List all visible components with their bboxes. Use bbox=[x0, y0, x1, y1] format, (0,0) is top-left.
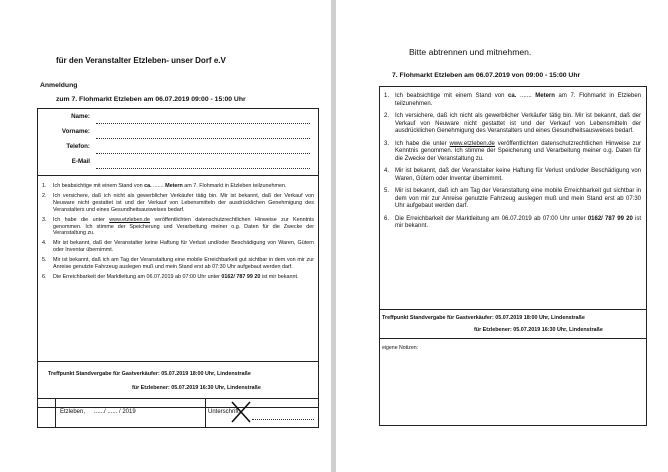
declaration-item-3: 3. Ich habe die unter www.etzleben.de veröffentlichten datenschutzrechtlichen Hinweise zur Kenntnis genommen. Ich stimme der Speicherung und Verarbeitung meiner o.g. Daten für die Zwecke der Veranstaltung zu. bbox=[42, 216, 314, 237]
first-name-field[interactable] bbox=[96, 137, 310, 139]
declaration-item-2: 2. Ich versichere, daß ich nicht als gewerblicher Verkäufer tätig bin. Mir ist bekannt, daß der Verkauf von Neuware nicht gestattet ist und der Verkauf von Lebensmitteln der ausdrücklichen Genehmigung des Veranstalters und eines Gesundheitsausweises bedarf. bbox=[384, 112, 641, 135]
tear-off-page bbox=[336, 0, 668, 472]
declaration-item-6: 6. Die Erreichbarkeit der Marktleitung am 06.07.2019 ab 07:00 Uhr unter 0162/ 787 99 20 ist mir bekannt. bbox=[42, 273, 299, 280]
phone-label: Telefon: bbox=[66, 143, 90, 150]
name-label: Name: bbox=[71, 113, 90, 120]
website-link[interactable]: www.etzleben.de bbox=[449, 140, 495, 147]
date-field[interactable]: ....../ ...... / 2019 bbox=[94, 409, 136, 415]
declaration-item-3: 3. Ich habe die unter www.etzleben.de veröffentlichten datenschutzrechtlichen Hinweise zur Kenntnis genommen. Ich stimme der Speicherung und Verarbeitung meiner o.g. Daten für die Zwecke der Veranstaltung zu. bbox=[384, 140, 641, 162]
notes-label: eigene Notizen: bbox=[382, 345, 419, 351]
tear-off-title: Bitte abtrennen und mitnehmen. bbox=[409, 47, 532, 57]
notes-divider bbox=[380, 338, 646, 339]
declaration-item-4: 4. Mir ist bekannt, daß der Veranstalter keine Haftung für Verlust und/oder Beschädigung von Waren, Gütern oder Inventar übernimmt. bbox=[384, 168, 641, 182]
tear-off-box bbox=[379, 86, 647, 426]
signature-line[interactable] bbox=[252, 419, 314, 420]
form-divider bbox=[38, 175, 318, 176]
treffpunkt-divider-right bbox=[380, 309, 646, 310]
declaration-item-1: 1. Ich beabsichtige mit einem Stand von ca. ....... Metern am 7. Flohmarkt in Etzleben teilzunehmen. bbox=[384, 93, 641, 107]
signature-label: Unterschrift: bbox=[208, 409, 241, 415]
phone-row bbox=[38, 143, 318, 156]
email-label: E-Mail bbox=[71, 158, 90, 165]
footer-signature-cell bbox=[205, 398, 319, 428]
declaration-list-right bbox=[384, 93, 641, 236]
first-name-label: Vorname: bbox=[61, 128, 90, 135]
declaration-item-6: 6. Die Erreichbarkeit der Marktleitung am 06.07.2019 ab 07:00 Uhr unter 0162/ 787 99 20 ist mir bekannt. bbox=[384, 215, 642, 230]
organizer-header: für den Veranstalter Etzleben- unser Dorf e.V bbox=[56, 56, 226, 65]
declaration-item-1: 1. Ich beabsichtige mit einem Stand von ca. ....... Metern am 7. Flohmarkt in Etzleben teilzunehmen. bbox=[42, 183, 287, 189]
footer-date-cell bbox=[55, 398, 206, 428]
footer-cell-blank bbox=[37, 398, 56, 428]
treffpunkt-line-2-right: für Etzlebener: 05.07.2019 16:30 Uhr, Lindenstraße bbox=[474, 327, 603, 333]
name-field[interactable] bbox=[96, 122, 310, 124]
declaration-item-5: 5. Mir ist bekannt, daß ich am Tag der Veranstaltung eine mobile Erreichbarkeit gut sichtbar in dem von mir zur Anreise genutzte Fahrzeug auslegen muß und mein Stand erst ab 07:30 Uhr aufgebaut werden darf. bbox=[384, 188, 641, 210]
website-link[interactable]: www.etzleben.de bbox=[109, 216, 151, 223]
declaration-item-5: 5. Mir ist bekannt, daß ich am Tag der Veranstaltung eine mobile Erreichbarkeit gut sichtbar in dem von mir zur Anreise genutzte Fahrzeug auslegen muß und mein Stand erst ab 07:30 Uhr aufgebaut werden darf. bbox=[42, 257, 314, 271]
registration-heading: Anmeldung bbox=[40, 82, 78, 89]
signature-cross-icon[interactable] bbox=[231, 401, 251, 423]
registration-form-box bbox=[37, 108, 319, 408]
email-row bbox=[38, 158, 318, 171]
first-name-row bbox=[38, 128, 318, 141]
treffpunkt-line-1-right: Treffpunkt Standvergabe für Gastverkäufer: 05.07.2019 18:00 Uhr, Lindenstraße bbox=[382, 315, 585, 321]
treffpunkt-line-1: Treffpunkt Standvergabe für Gastverkäufer: 05.07.2019 18:00 Uhr, Lindenstraße bbox=[48, 371, 251, 377]
name-row bbox=[38, 113, 318, 126]
notes-area[interactable] bbox=[382, 355, 644, 421]
declaration-list bbox=[42, 183, 314, 284]
phone-field[interactable] bbox=[96, 152, 310, 154]
email-field[interactable] bbox=[96, 167, 310, 169]
registration-page bbox=[0, 0, 331, 472]
place-label: Etzleben, bbox=[60, 409, 86, 415]
declaration-item-2: 2. Ich versichere, daß ich nicht als gewerblicher Verkäufer tätig bin. Mir ist bekannt, daß der Verkauf von Neuware nicht gestattet ist und der Verkauf von Lebensmitteln der ausdrücklichen Genehmigung des Veranstalters und eines Gesundheitsausweises bedarf. bbox=[42, 192, 314, 213]
event-subtitle: zum 7. Flohmarkt Etzleben am 06.07.2019 09:00 - 15:00 Uhr bbox=[56, 96, 246, 103]
declaration-item-4: 4. Mir ist bekannt, daß der Veranstalter keine Haftung für Verlust und/oder Beschädigung von Waren, Gütern oder Inventar übernimmt. bbox=[42, 240, 314, 254]
treffpunkt-line-2: für Etzlebener: 05.07.2019 16:30 Uhr, Lindenstraße bbox=[132, 385, 261, 391]
treffpunkt-divider bbox=[38, 361, 318, 362]
event-subtitle-right: 7. Flohmarkt Etzleben am 06.07.2019 von 09:00 - 15:00 Uhr bbox=[392, 72, 581, 79]
